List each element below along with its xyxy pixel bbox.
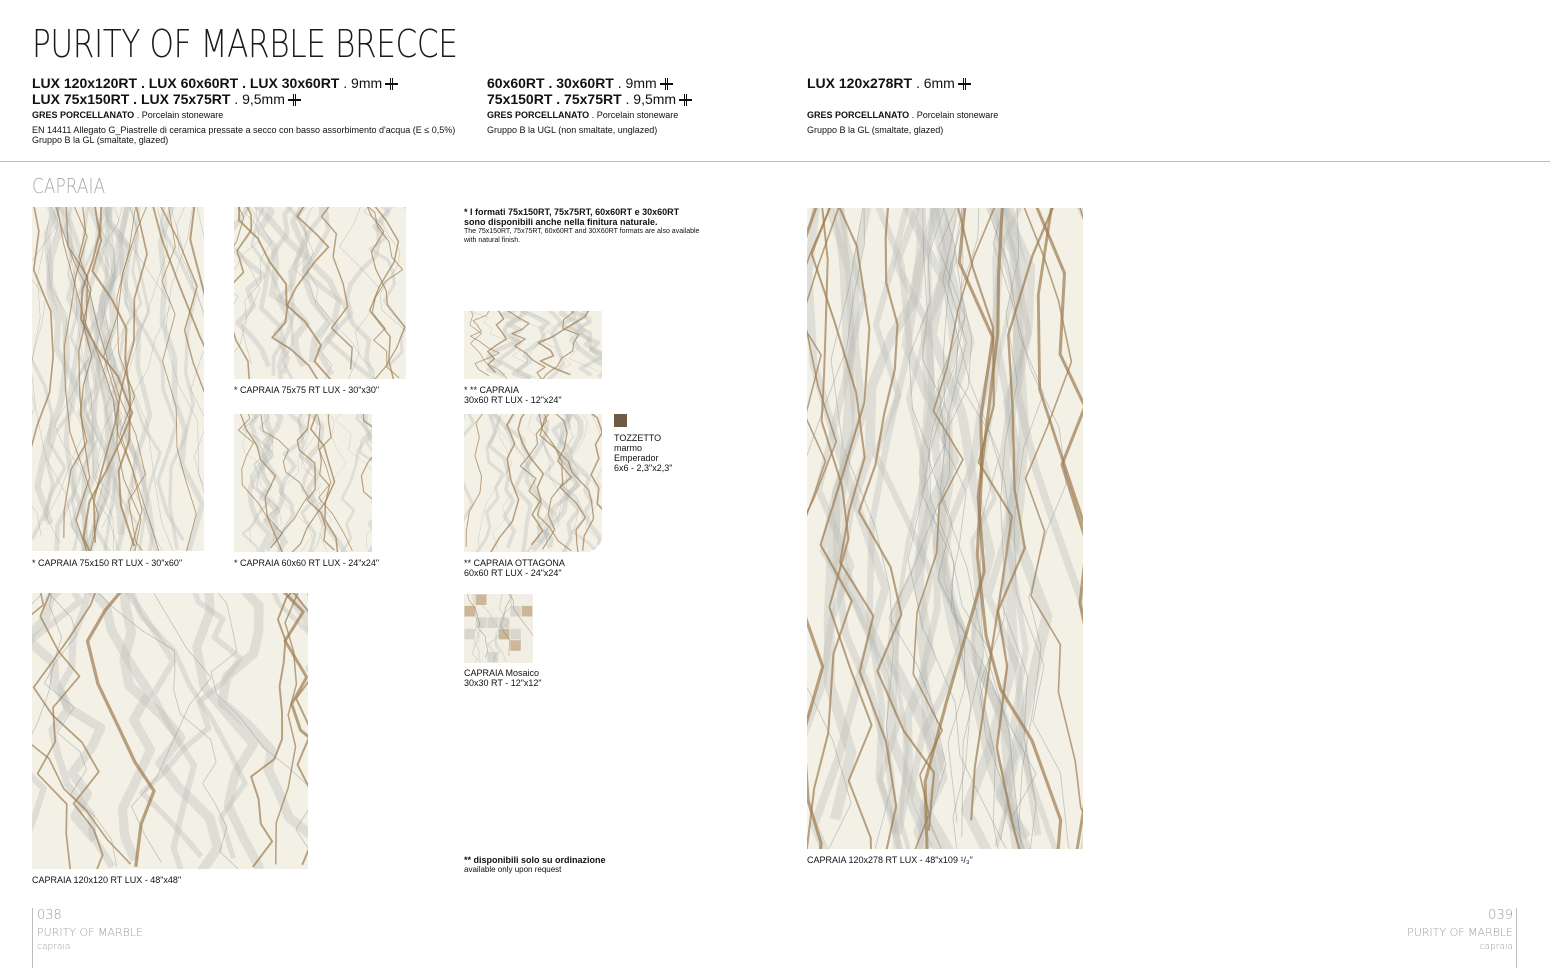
caption-line: CAPRAIA Mosaico [464,668,540,678]
spec-thickness: . 9,5mm [621,91,677,107]
footer-title-left: PURITY OF MARBLE [37,926,143,939]
material-line [487,110,692,120]
norm-description: EN 14411 Allegato G_Piastrelle di ceramica pressate a secco con basso assorbimento d'acqua (E ≤ 0,5%) [32,125,456,135]
spec-line [32,75,455,91]
page-number-left: 038 [37,908,62,923]
marble-texture [234,414,372,552]
caption-60x60: * CAPRAIA 60x60 RT LUX - 24"x24" [234,558,380,568]
tile-image-30x60 [464,311,602,379]
caption-line: 30x30 RT - 12"x12" [464,678,542,688]
caption-line: Emperador [614,453,659,463]
page-number-right: 039 [1488,908,1513,923]
footer-sub-left: capraia [37,942,71,952]
marble-texture [807,208,1083,849]
material-line [807,110,998,120]
material-name: GRES PORCELLANATO [32,110,135,120]
caption-line: 6x6 - 2,3"x2,3" [614,463,673,473]
page-title: PURITY OF MARBLE BRECCE [32,22,458,66]
spec-line [32,91,455,107]
spec-thickness: . 9,5mm [230,91,285,107]
mosaic-grid [464,594,533,663]
spec-column-2 [487,75,692,135]
caption-30x60 [464,385,562,405]
caption-line: marmo [614,443,643,453]
spec-column-3 [807,75,998,135]
order-note-en: available only upon request [464,865,562,874]
order-note [464,855,606,875]
marble-texture [32,593,308,869]
footer-sub-right: capraia [1479,942,1513,952]
footer-title-right: PURITY OF MARBLE [1407,926,1513,939]
spec-formats: 60x60RT . 30x60RT [487,75,614,91]
spec-formats: LUX 75x150RT . LUX 75x75RT [32,91,231,107]
spec-line [807,75,998,91]
caption-75x75: * CAPRAIA 75x75 RT LUX - 30"x30" [234,385,380,395]
caption-line: 60x60 RT LUX - 24"x24" [464,568,562,578]
marble-texture [464,311,602,379]
material-name: GRES PORCELLANATO [807,110,910,120]
order-note-it: ** disponibili solo su ordinazione [464,855,606,865]
material-translation: . Porcelain stoneware [909,110,999,120]
rectified-icon [288,96,301,104]
finish-note [464,207,699,245]
rectified-icon [385,80,398,88]
spec-thickness: . 6mm [912,75,955,91]
material-translation: . Porcelain stoneware [134,110,224,120]
tile-image-tozzetto [614,414,627,427]
rectified-icon [679,96,692,104]
header-divider [0,161,1550,162]
tile-image-ottagona [464,414,602,552]
tile-image-120x278 [807,208,1083,849]
rectified-icon [958,80,971,88]
tile-image-mosaico [464,594,533,663]
tile-image-75x75 [234,207,406,379]
caption-75x150: * CAPRAIA 75x150 RT LUX - 30"x60" [32,558,183,568]
material-line [32,110,455,120]
caption-line: TOZZETTO [614,433,662,443]
spec-column-1 [32,75,455,145]
marble-texture [234,207,406,379]
footer-rule-right [1516,908,1517,968]
spec-formats: LUX 120x120RT . LUX 60x60RT . LUX 30x60RT [32,75,340,91]
tile-image-60x60 [234,414,372,552]
tile-image-75x150 [32,207,204,551]
caption-tozzetto [614,433,672,473]
caption-mosaico [464,668,542,688]
caption-ottagona [464,558,565,578]
spec-line [487,75,692,91]
caption-line: ** CAPRAIA OTTAGONA [464,558,565,568]
finish-note-en: with natural finish. [464,237,521,244]
finish-note-it: sono disponibili anche nella finitura naturale. [464,217,658,227]
marble-texture [464,414,602,552]
finish-note-it: * I formati 75x150RT, 75x75RT, 60x60RT e 30x60RT [464,207,680,217]
footer-rule-left [32,908,33,968]
marble-texture [32,207,204,551]
caption-line: 30x60 RT LUX - 12"x24" [464,395,562,405]
tile-image-120x120 [32,593,308,869]
spec-formats: LUX 120x278RT [807,75,913,91]
spec-formats: 75x150RT . 75x75RT [487,91,622,107]
section-title: CAPRAIA [32,174,106,198]
rectified-icon [660,80,673,88]
group-description: Gruppo B la GL (smaltate, glazed) [807,125,944,135]
finish-note-en: The 75x150RT, 75x75RT, 60x60RT and 30X60RT formats are also available [464,228,700,235]
material-translation: . Porcelain stoneware [589,110,679,120]
spec-line [487,91,692,107]
group-description: Gruppo B la GL (smaltate, glazed) [32,135,169,145]
caption-120x278: CAPRAIA 120x278 RT LUX - 48"x109 ¹/₃" [807,855,973,865]
caption-120x120: CAPRAIA 120x120 RT LUX - 48"x48" [32,875,182,885]
caption-line: * ** CAPRAIA [464,385,520,395]
spec-thickness: . 9mm [339,75,383,91]
group-description: Gruppo B la UGL (non smaltate, unglazed) [487,125,658,135]
spec-thickness: . 9mm [613,75,657,91]
material-name: GRES PORCELLANATO [487,110,590,120]
